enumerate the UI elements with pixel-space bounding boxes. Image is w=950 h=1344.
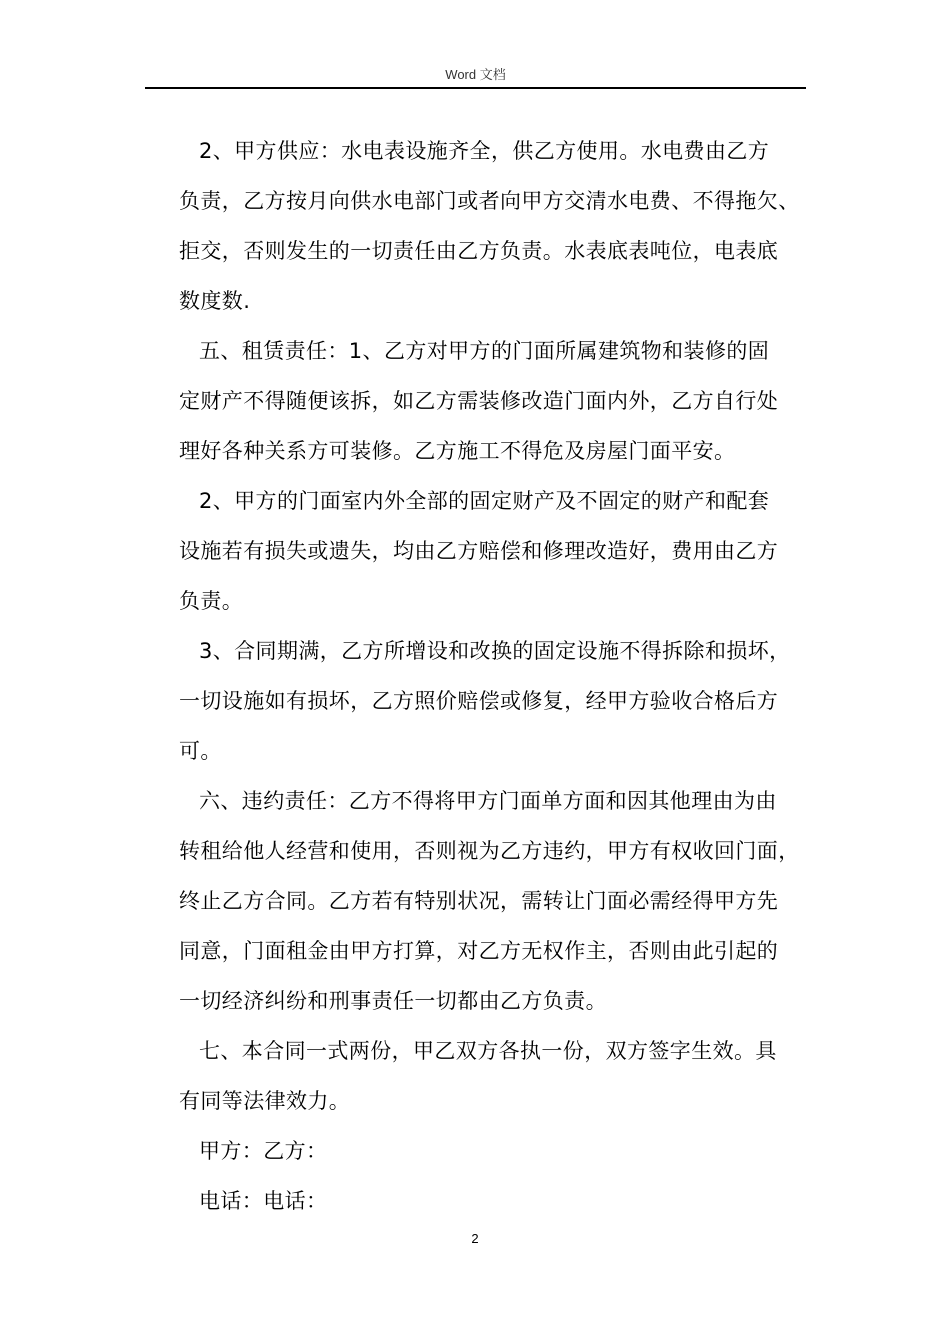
page-number: 2 bbox=[471, 1231, 479, 1246]
text-line: 负责。 bbox=[179, 589, 244, 613]
paragraph-fixed-assets bbox=[179, 476, 819, 626]
paragraph-copies bbox=[179, 1026, 819, 1126]
text-line: 拒交，否则发生的一切责任由乙方负责。水表底表吨位，电表底 bbox=[179, 239, 779, 263]
paragraph-utilities bbox=[179, 126, 819, 326]
paragraph-contract-expiry bbox=[179, 626, 819, 776]
text-line: 转租给他人经营和使用，否则视为乙方违约，甲方有权收回门面， bbox=[179, 839, 800, 863]
text-line: 终止乙方合同。乙方若有特别状况，需转让门面必需经得甲方先 bbox=[179, 889, 779, 913]
text-line: 六、违约责任：乙方不得将甲方门面单方面和因其他理由为由 bbox=[199, 789, 777, 813]
signature-parties bbox=[179, 1126, 819, 1176]
text-line: 五、租赁责任：1、乙方对甲方的门面所属建筑物和装修的固 bbox=[199, 339, 770, 363]
text-line: 数度数. bbox=[179, 289, 251, 313]
document-body bbox=[179, 126, 819, 1226]
text-line: 负责，乙方按月向供水电部门或者向甲方交清水电费、不得拖欠、 bbox=[179, 189, 800, 213]
paragraph-breach bbox=[179, 776, 819, 1026]
text-line: 七、本合同一式两份，甲乙双方各执一份，双方签字生效。具 bbox=[199, 1039, 777, 1063]
text-line: 同意，门面租金由甲方打算，对乙方无权作主，否则由此引起的 bbox=[179, 939, 779, 963]
text-line: 设施若有损失或遗失，均由乙方赔偿和修理改造好，费用由乙方 bbox=[179, 539, 779, 563]
text-line: 2、甲方的门面室内外全部的固定财产及不固定的财产和配套 bbox=[199, 489, 770, 513]
text-line: 2、甲方供应：水电表设施齐全，供乙方使用。水电费由乙方 bbox=[199, 139, 770, 163]
paragraph-lease-responsibility bbox=[179, 326, 819, 476]
text-line: 理好各种关系方可装修。乙方施工不得危及房屋门面平安。 bbox=[179, 439, 736, 463]
text-line: 3、合同期满，乙方所增设和改换的固定设施不得拆除和损坏， bbox=[199, 639, 791, 663]
text-line: 电话：电话： bbox=[199, 1189, 328, 1213]
page-header: Word 文档 bbox=[445, 67, 506, 82]
text-line: 有同等法律效力。 bbox=[179, 1089, 351, 1113]
text-line: 一切经济纠纷和刑事责任一切都由乙方负责。 bbox=[179, 989, 607, 1013]
header-divider bbox=[145, 87, 806, 89]
signature-phones bbox=[179, 1176, 819, 1226]
text-line: 可。 bbox=[179, 739, 222, 763]
text-line: 一切设施如有损坏，乙方照价赔偿或修复，经甲方验收合格后方 bbox=[179, 689, 779, 713]
text-line: 甲方：乙方： bbox=[199, 1139, 328, 1163]
text-line: 定财产不得随便该拆，如乙方需装修改造门面内外，乙方自行处 bbox=[179, 389, 779, 413]
